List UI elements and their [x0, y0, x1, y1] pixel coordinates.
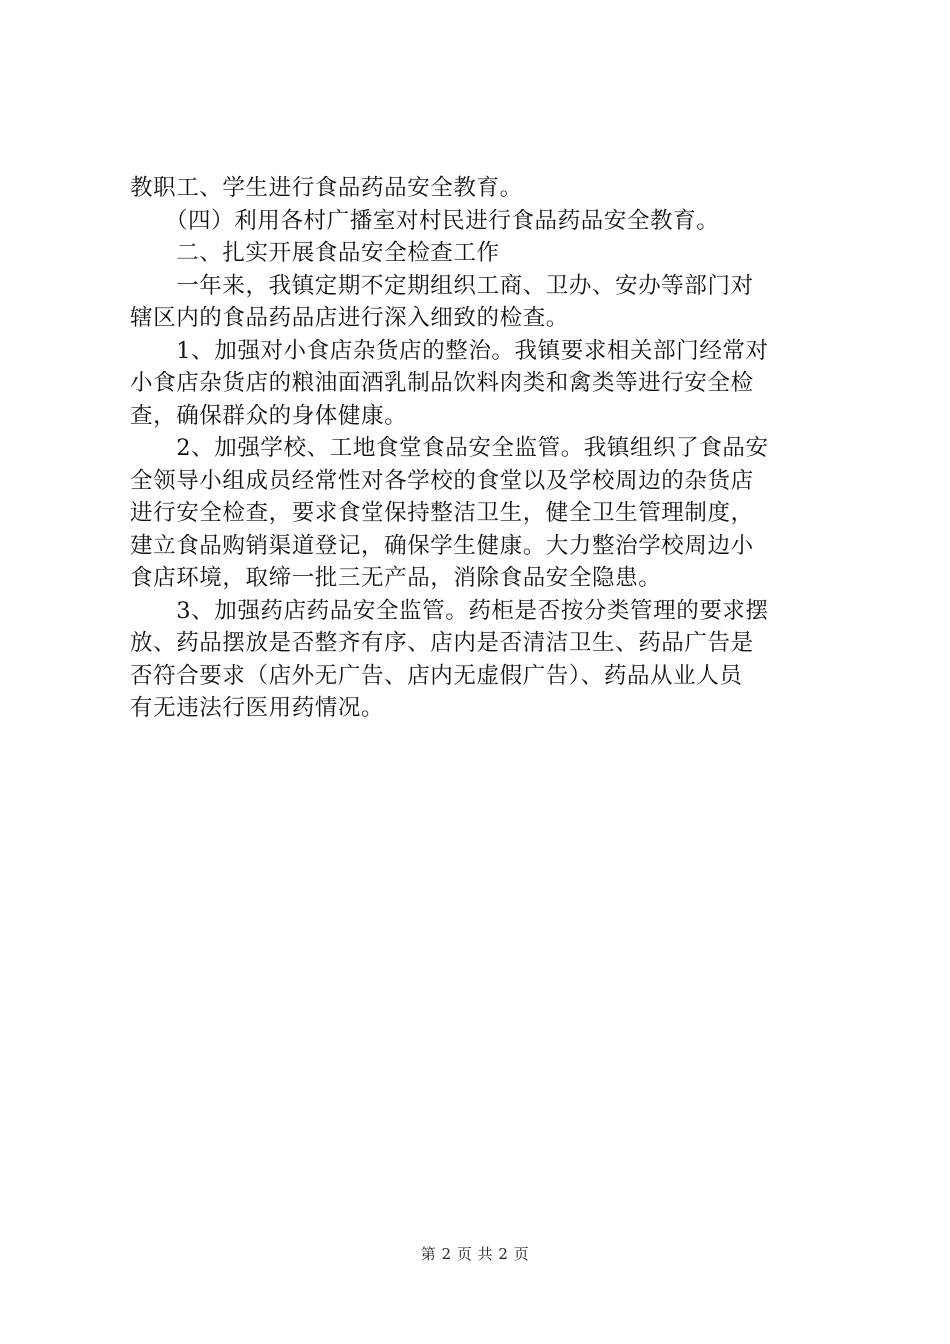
- text-line: 否符合要求（店外无广告、店内无虚假广告）、药品从业人员: [130, 662, 743, 689]
- document-body: [130, 172, 830, 725]
- text-line: 3、加强药店药品安全监管。药柜是否按分类管理的要求摆: [130, 597, 769, 624]
- text-line: 查，确保群众的身体健康。: [130, 402, 408, 429]
- text-line: 教职工、学生进行食品药品安全教育。: [130, 175, 523, 201]
- text-line: 放、药品摆放是否整齐有序、店内是否清洁卫生、药品广告是: [130, 630, 754, 656]
- text-line: 一年来，我镇定期不定期组织工商、卫办、安办等部门对: [130, 272, 754, 299]
- text-line: 二、扎实开展食品安全检查工作: [130, 240, 500, 266]
- page-footer: [0, 1243, 950, 1264]
- text-line: （四）利用各村广播室对村民进行食品药品安全教育。: [130, 207, 720, 234]
- text-line: 小食店杂货店的粮油面酒乳制品饮料肉类和禽类等进行安全检: [130, 370, 754, 396]
- text-line: 全领导小组成员经常性对各学校的食堂以及学校周边的杂货店: [130, 467, 754, 494]
- text-line: 2、加强学校、工地食堂食品安全监管。我镇组织了食品安: [130, 435, 769, 461]
- text-line: 1、加强对小食店杂货店的整治。我镇要求相关部门经常对: [130, 337, 769, 364]
- text-line: 食店环境，取缔一批三无产品，消除食品安全隐患。: [130, 565, 662, 591]
- page-number: 第 2 页 共 2 页: [420, 1245, 530, 1263]
- text-line: 建立食品购销渠道登记，确保学生健康。大力整治学校周边小: [130, 532, 754, 559]
- text-line: 有无违法行医用药情况。: [130, 695, 385, 721]
- text-line: 进行安全检查，要求食堂保持整洁卫生，健全卫生管理制度，: [130, 500, 754, 526]
- text-line: 辖区内的食品药品店进行深入细致的检查。: [130, 305, 569, 331]
